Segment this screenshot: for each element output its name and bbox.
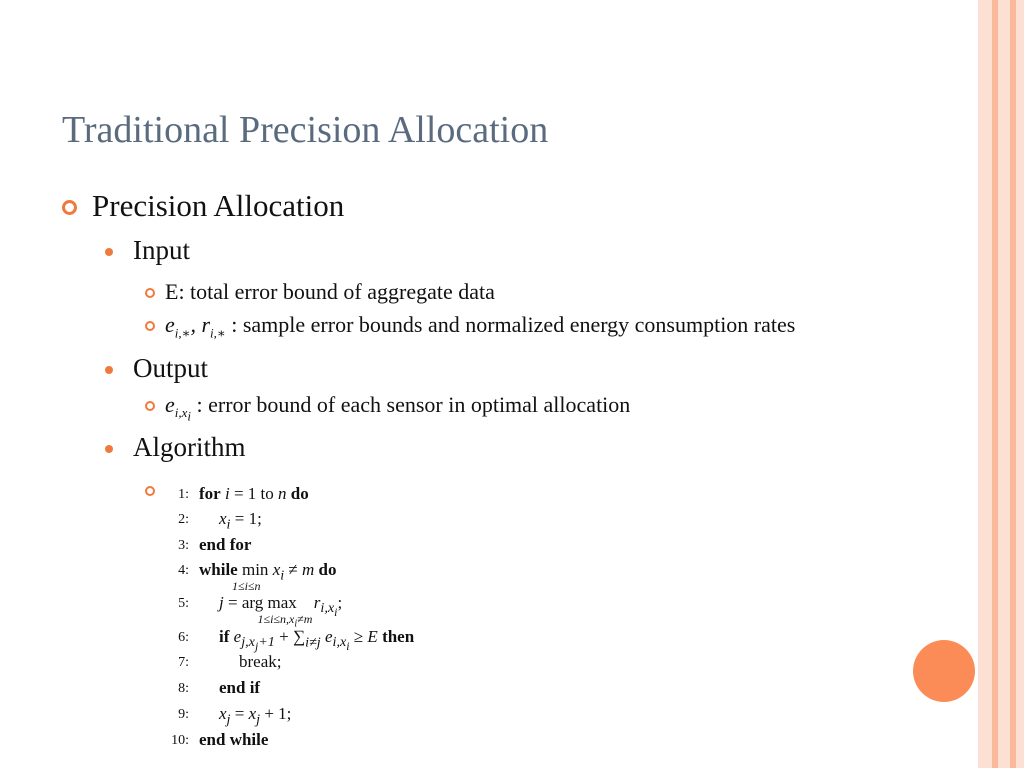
stripe xyxy=(978,0,992,768)
stripe xyxy=(1016,0,1024,768)
decorative-circle xyxy=(913,640,975,702)
stripe xyxy=(1010,0,1016,768)
input-label: Input xyxy=(133,235,190,265)
small-ring-bullet-icon xyxy=(145,486,155,496)
input-item1-text: E: total error bound of aggregate data xyxy=(165,279,495,304)
stripe xyxy=(998,0,1010,768)
small-ring-bullet-icon xyxy=(145,321,155,331)
small-ring-bullet-icon xyxy=(145,401,155,411)
input-item2-symbols: $e_{i,∗}$, $r_{i,∗}$ xyxy=(165,312,226,341)
output-item-symbol: $e_{i,x_i}$ xyxy=(165,392,192,424)
output-item-text: : error bound of each sensor in optimal allocation xyxy=(196,392,631,417)
algorithm-label: Algorithm xyxy=(133,432,246,462)
dot-bullet-icon xyxy=(105,366,113,374)
ring-bullet-icon xyxy=(62,200,77,215)
decorative-stripes xyxy=(978,0,1024,768)
heading-text: Precision Allocation xyxy=(92,188,345,223)
output-label: Output xyxy=(133,353,209,383)
stripe xyxy=(992,0,998,768)
small-ring-bullet-icon xyxy=(145,288,155,298)
input-item2-text: : sample error bounds and normalized energy consumption rates xyxy=(231,312,796,337)
slide-title: Traditional Precision Allocation xyxy=(62,109,549,151)
dot-bullet-icon xyxy=(105,445,113,453)
dot-bullet-icon xyxy=(105,248,113,256)
